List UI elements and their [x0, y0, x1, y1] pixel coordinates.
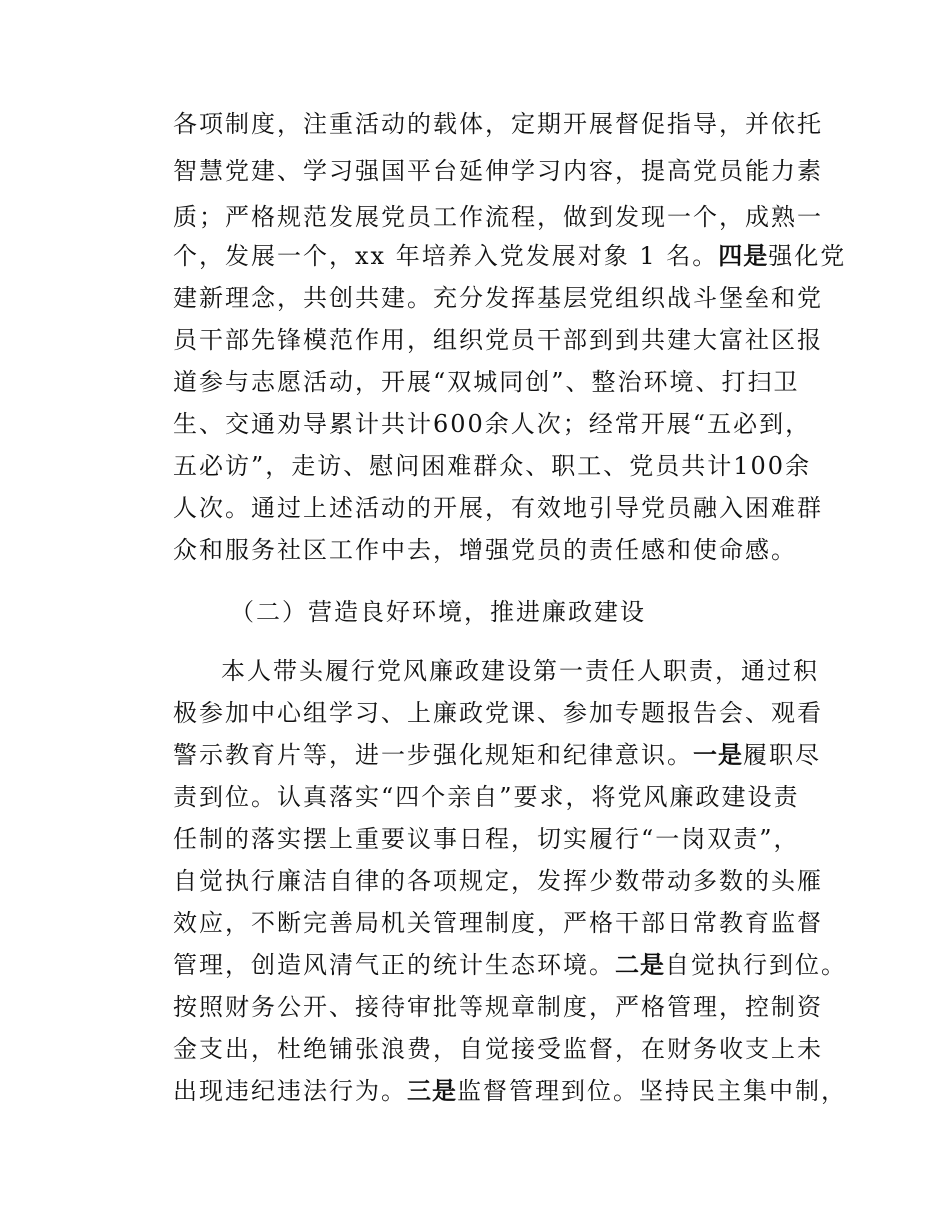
- bold-marker: 三是: [407, 1077, 457, 1105]
- bold-marker: 二是: [615, 951, 665, 979]
- text-run: 监督管理到位。坚持民主集中制，: [457, 1077, 847, 1105]
- text-line: 众和服务社区工作中去，增强党员的责任感和使命感。: [173, 536, 797, 564]
- text-line: 智慧党建、学习强国平台延伸学习内容，提高党员能力素: [173, 157, 823, 185]
- text-run: 管理，创造风清气正的统计生态环境。: [173, 951, 615, 979]
- bold-marker: 四是: [718, 242, 769, 270]
- text-line: 任制的落实摆上重要议事日程，切实履行“一岗双责”，: [173, 825, 800, 853]
- text-line: 自觉执行廉洁自律的各项规定，发挥少数带动多数的头雁: [173, 867, 823, 895]
- text-run: 自觉执行到位。: [665, 951, 847, 979]
- text-run: 出现违纪违法行为。: [173, 1077, 407, 1105]
- text-line: 责到位。认真落实“四个亲自”要求，将党风廉政建设责: [173, 783, 800, 811]
- text-line: 人次。通过上述活动的开展，有效地引导党员融入困难群: [173, 494, 823, 522]
- text-line: [173, 735, 823, 775]
- text-line: 各项制度，注重活动的载体，定期开展督促指导，并依托: [173, 110, 823, 138]
- text-line: 五必访”，走访、慰问困难群众、职工、党员共计100余: [173, 452, 812, 480]
- text-run: 履职尽: [743, 741, 821, 769]
- text-run: 警示教育片等，进一步强化规矩和纪律意识。: [173, 741, 693, 769]
- text-line: 建新理念，共创共建。充分发挥基层党组织战斗堡垒和党: [173, 284, 823, 312]
- text-line: [173, 945, 847, 985]
- text-line: 道参与志愿活动，开展“双城同创”、整治环境、打扫卫: [173, 368, 800, 396]
- text-line: [173, 1071, 847, 1111]
- text-line: [173, 236, 847, 276]
- text-line: 质；严格规范发展党员工作流程，做到发现一个，成熟一: [173, 203, 823, 231]
- text-line: 效应，不断完善局机关管理制度，严格干部日常教育监督: [173, 909, 823, 937]
- text-line: 按照财务公开、接待审批等规章制度，严格管理，控制资: [173, 993, 823, 1021]
- text-run: 强化党: [768, 242, 847, 270]
- text-run: 个，发展一个，xx 年培养入党发展对象 1 名。: [173, 242, 719, 270]
- bold-marker: 一是: [693, 741, 743, 769]
- text-line: 本人带头履行党风廉政建设第一责任人职责，通过积: [221, 657, 819, 685]
- text-line: 生、交通劝导累计共计600余人次；经常开展“五必到，: [173, 410, 812, 438]
- text-line: 极参加中心组学习、上廉政党课、参加专题报告会、观看: [173, 699, 823, 727]
- text-line: 金支出，杜绝铺张浪费，自觉接受监督，在财务收支上未: [173, 1035, 823, 1063]
- text-line: 员干部先锋模范作用，组织党员干部到到共建大富社区报: [173, 326, 823, 354]
- section-heading: （二）营造良好环境，推进廉政建设: [230, 598, 646, 626]
